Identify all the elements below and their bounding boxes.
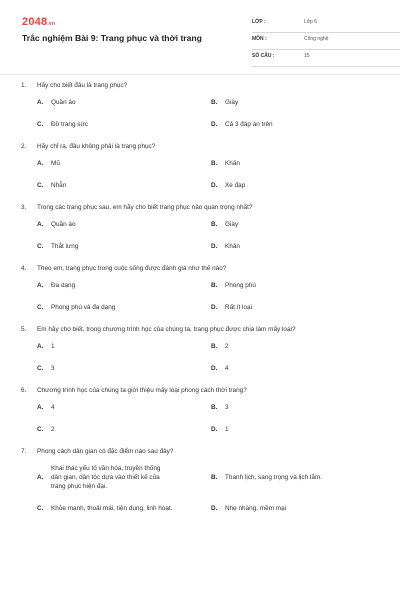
question-number: 4. [21, 265, 27, 272]
option-text: 3 [51, 365, 55, 372]
answer-option-a[interactable] [37, 403, 207, 412]
info-row-subject [252, 33, 400, 50]
answer-option-c[interactable] [37, 303, 207, 312]
answer-option-d[interactable] [211, 303, 381, 312]
option-letter: D. [211, 182, 218, 189]
option-letter: B. [211, 343, 218, 350]
question-number: 5. [21, 326, 27, 333]
option-letter: A. [37, 160, 44, 167]
question-body: Theo em, trang phục trong cuộc sống được đánh giá như thế nào? [37, 265, 227, 272]
option-text: Quần áo [51, 221, 76, 228]
question-list [21, 81, 381, 526]
answer-options [37, 159, 381, 190]
site-logo[interactable] [22, 16, 55, 28]
answer-options [37, 281, 381, 312]
option-text: 4 [225, 365, 229, 372]
question-text [21, 447, 381, 456]
info-value: Công nghệ [304, 36, 329, 42]
answer-option-b[interactable] [211, 473, 381, 482]
option-text: 4 [51, 404, 55, 411]
question-item [21, 142, 381, 190]
question-body: Hãy chỉ ra, đâu không phải là trang phục? [37, 143, 156, 150]
option-text: Thắt lưng [51, 243, 79, 250]
option-letter: D. [211, 121, 218, 128]
question-item [21, 203, 381, 251]
question-number: 3. [21, 204, 27, 211]
option-letter: B. [211, 160, 218, 167]
answer-option-a[interactable] [37, 98, 207, 107]
question-text [21, 142, 381, 151]
answer-option-a[interactable] [37, 281, 207, 290]
option-letter: C. [37, 426, 44, 433]
question-text [21, 386, 381, 395]
answer-option-c[interactable] [37, 181, 207, 190]
option-text: Nhẫn [51, 182, 67, 189]
option-letter: A. [37, 282, 44, 289]
option-text: Quần áo [51, 99, 76, 106]
option-text: Khỏe mạnh, thoải mái, tiện dụng, linh hoạt. [51, 505, 173, 512]
option-text: Mũ [51, 160, 60, 167]
answer-option-c[interactable] [37, 425, 207, 434]
logo-suffix: .vn [47, 21, 56, 27]
option-letter: A. [37, 221, 44, 228]
answer-option-c[interactable] [37, 120, 207, 129]
answer-option-a[interactable] [37, 159, 207, 168]
info-value: Lớp 6 [304, 19, 318, 25]
question-text [21, 325, 381, 334]
question-item [21, 81, 381, 129]
option-letter: D. [211, 505, 218, 512]
option-letter: C. [37, 121, 44, 128]
answer-option-c[interactable] [37, 242, 207, 251]
option-text: Khai thác yếu tố văn hóa, truyền thống dân gian, dân tộc dựa vào thiết kế của trang phục hiện đại. [51, 465, 161, 490]
question-number: 7. [21, 448, 27, 455]
question-body: Em hãy cho biết, trong chương trình học của chúng ta, trang phục được chia làm mấy loại? [37, 326, 296, 333]
option-letter: C. [37, 365, 44, 372]
option-text: Rất ít loại [225, 304, 252, 311]
answer-option-d[interactable] [211, 181, 381, 190]
option-text: Thanh lịch, sang trọng và lịch lãm. [225, 474, 322, 481]
option-letter: D. [211, 304, 218, 311]
answer-option-b[interactable] [211, 98, 381, 107]
question-number: 2. [21, 143, 27, 150]
answer-option-b[interactable] [211, 342, 381, 351]
option-letter: D. [211, 365, 218, 372]
header-divider [0, 74, 400, 75]
answer-option-b[interactable] [211, 159, 381, 168]
answer-option-d[interactable] [211, 425, 381, 434]
question-body: Trong các trang phục sau, em hãy cho biết trang phục nào quan trọng nhất? [37, 204, 253, 211]
option-text: 2 [51, 426, 55, 433]
option-text: Khăn [225, 243, 240, 250]
logo-main: 2048 [22, 16, 48, 28]
option-letter: B. [211, 99, 218, 106]
question-body: Hãy cho biết đâu là trang phục? [37, 82, 128, 89]
worksheet-info-panel [252, 16, 400, 67]
question-text [21, 81, 381, 90]
option-text: 1 [51, 343, 55, 350]
option-text: Nhẹ nhàng, mềm mại [225, 505, 287, 512]
info-value: 15 [304, 53, 310, 59]
option-text: Đa dạng [51, 282, 76, 289]
option-letter: C. [37, 243, 44, 250]
option-text: Phong phú và đa dạng [51, 304, 116, 311]
answer-options [37, 464, 381, 513]
option-letter: B. [211, 404, 218, 411]
option-letter: A. [37, 99, 44, 106]
answer-options [37, 403, 381, 434]
option-letter: D. [211, 243, 218, 250]
answer-option-c[interactable] [37, 364, 207, 373]
question-number: 1. [21, 82, 27, 89]
option-letter: B. [211, 474, 218, 481]
question-text [21, 264, 381, 273]
question-number: 6. [21, 387, 27, 394]
option-text: Đồ trang sức [51, 121, 88, 128]
info-key: SỐ CÂU : [252, 53, 275, 59]
option-letter: B. [211, 221, 218, 228]
option-text: 3 [225, 404, 229, 411]
worksheet-title: Trắc nghiệm Bài 9: Trang phục và thời trang [22, 33, 202, 43]
answer-option-a[interactable] [37, 342, 207, 351]
answer-options [37, 220, 381, 251]
answer-option-d[interactable] [211, 120, 381, 129]
question-body: Chương trình học của chúng ta giới thiệu mấy loại phong cách thời trang? [37, 387, 247, 394]
question-text [21, 203, 381, 212]
option-text: 2 [225, 343, 229, 350]
option-text: Giày [225, 221, 239, 228]
question-item [21, 386, 381, 434]
info-row-class [252, 16, 400, 33]
answer-option-b[interactable] [211, 281, 381, 290]
option-letter: A. [37, 343, 44, 350]
answer-options [37, 98, 381, 129]
option-text: Khăn [225, 160, 240, 167]
question-item [21, 325, 381, 373]
option-text: Phong phú [225, 282, 256, 289]
question-item [21, 264, 381, 312]
option-letter: C. [37, 304, 44, 311]
option-text: Cả 3 đáp án trên [225, 121, 273, 128]
info-key: LỚP : [252, 19, 266, 25]
answer-options [37, 342, 381, 373]
answer-option-b[interactable] [211, 403, 381, 412]
answer-option-a[interactable] [37, 464, 207, 491]
option-letter: C. [37, 505, 44, 512]
question-item [21, 447, 381, 513]
answer-option-a[interactable] [37, 220, 207, 229]
info-key: MÔN : [252, 36, 267, 42]
info-row-question-count [252, 50, 400, 67]
answer-option-d[interactable] [211, 364, 381, 373]
answer-option-b[interactable] [211, 220, 381, 229]
option-text: 1 [225, 426, 229, 433]
answer-option-d[interactable] [211, 504, 381, 513]
answer-option-d[interactable] [211, 242, 381, 251]
option-letter: D. [211, 426, 218, 433]
option-letter: B. [211, 282, 218, 289]
option-text: Xe đạp [225, 182, 246, 189]
worksheet-header [22, 14, 382, 66]
option-letter: A. [37, 474, 44, 481]
option-text: Giày [225, 99, 239, 106]
option-letter: A. [37, 404, 44, 411]
answer-option-c[interactable] [37, 504, 207, 513]
question-body: Phong cách dân gian có đặc điểm nào sau đây? [37, 448, 174, 455]
option-letter: C. [37, 182, 44, 189]
